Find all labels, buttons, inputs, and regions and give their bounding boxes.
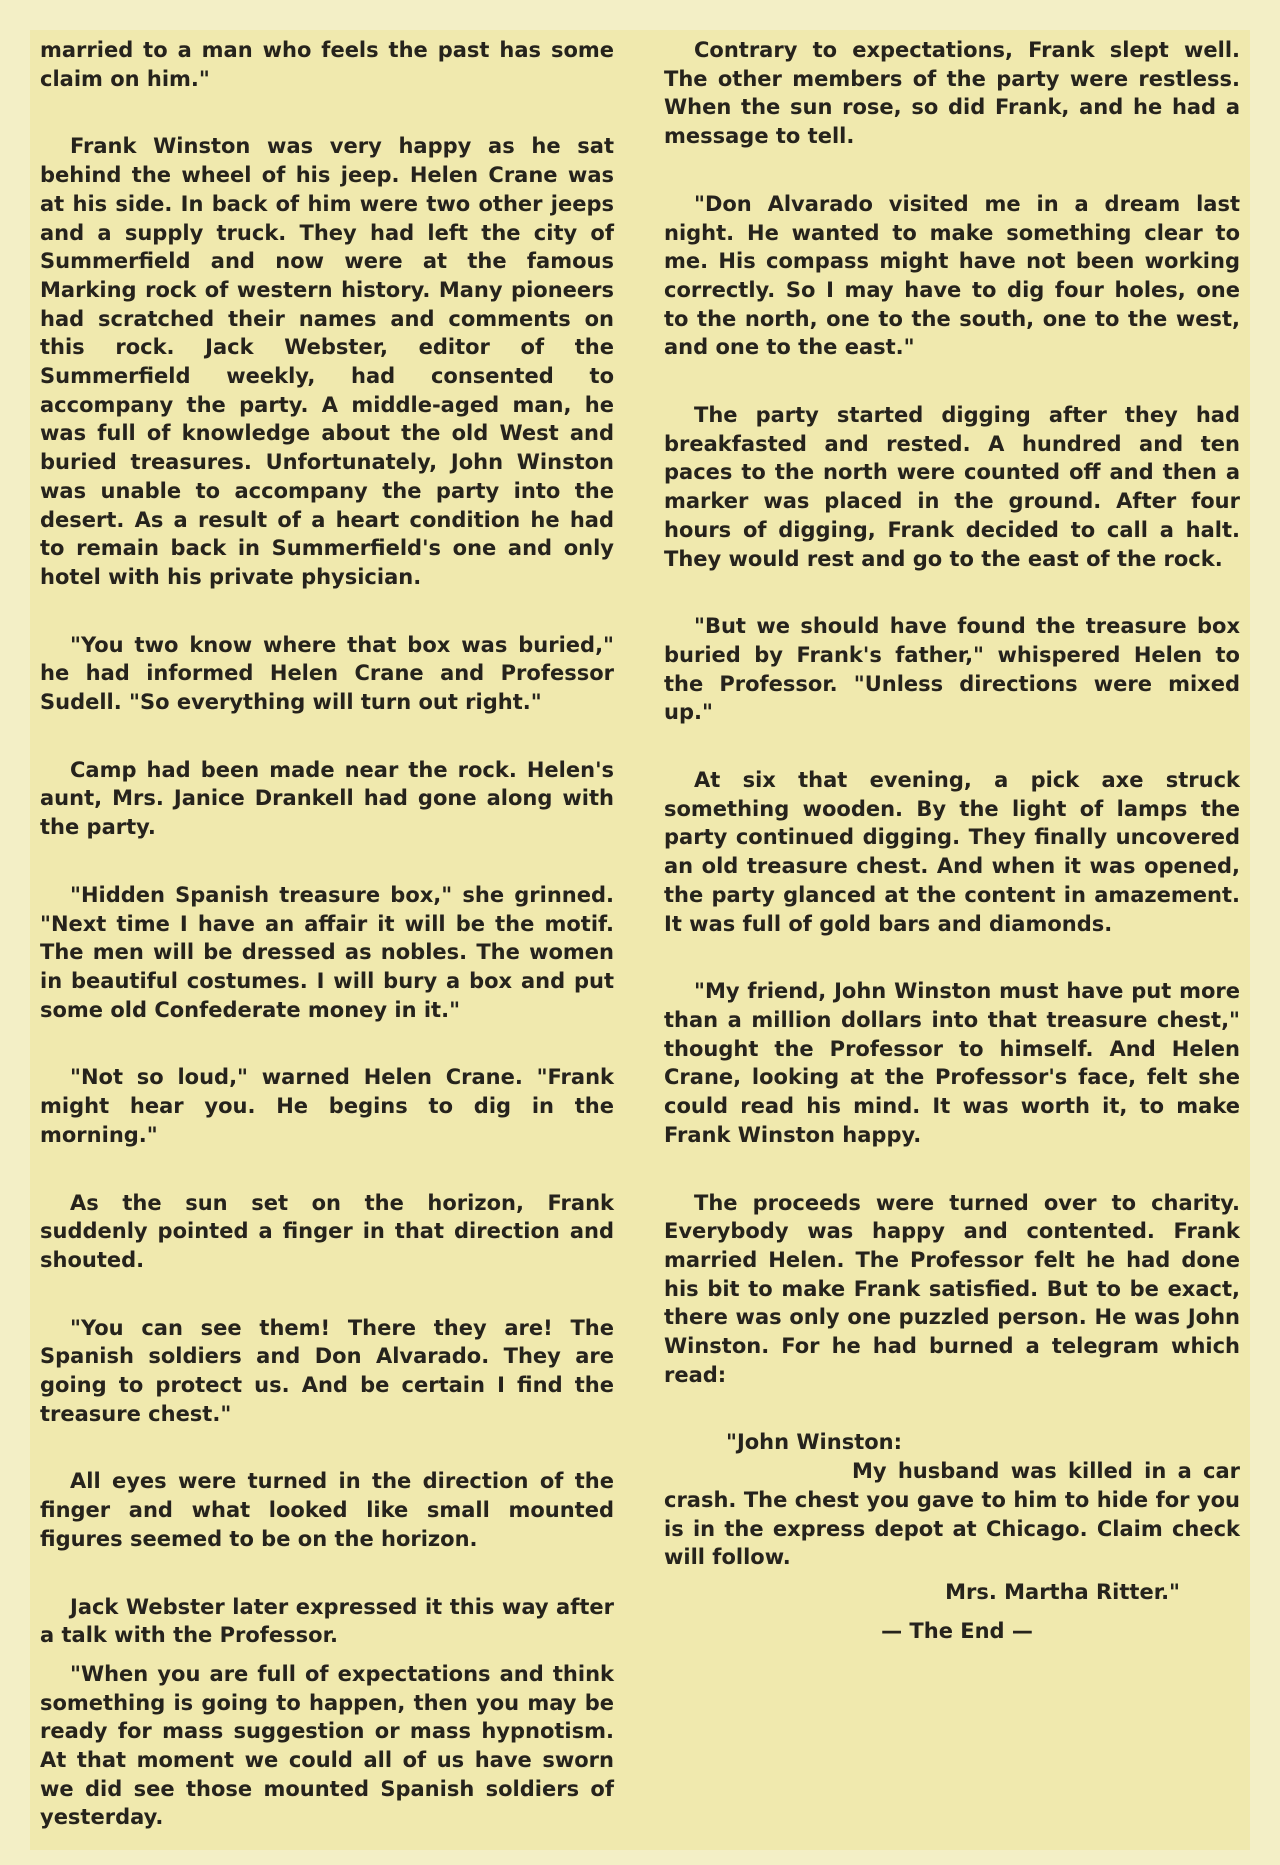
- paragraph: At six that evening, a pick axe struck something wooden. By the light of lamps the party continued digging. They finally uncovered an old treasure chest. And when it was opened, the party glanced at the content in amazement. It was full of gold bars and diamonds.: [664, 768, 1240, 936]
- the-end: — The End —: [881, 1618, 1033, 1643]
- paragraph: "When you are full of expectations and think something is going to happen, then you may be ready for mass suggestion or mass hypnotism. At that moment we could all of us have sworn we did see those mounted Spanish soldiers of yesterday.: [40, 1661, 614, 1830]
- paragraph: married to a man who feels the past has some claim on him.": [40, 38, 614, 91]
- paragraph: "Not so loud," warned Helen Crane. "Frank might hear you. He begins to dig in the morning.": [40, 1065, 614, 1147]
- paragraph: The proceeds were turned over to charity. Everybody was happy and contented. Frank married Helen. The Professor felt he had done his bit to make Frank satisfied. But to be exact, there was only one puzzled person. He was John Winston. For he had burned a telegram which read:: [664, 1190, 1240, 1387]
- telegram-salutation: "John Winston:: [726, 1430, 903, 1455]
- telegram-body: My husband was killed in a car crash. The chest you gave to him to hide for you is in the express depot at Chicago. Claim check will follow.: [664, 1459, 1240, 1570]
- paragraph: "Hidden Spanish treasure box," she grinned. "Next time I have an affair it will be the motif. The men will be dressed as nobles. The women in beautiful costumes. I will bury a box and put some old Confederate money in it.": [40, 882, 614, 1022]
- paragraph: As the sun set on the horizon, Frank suddenly pointed a finger in that direction and shouted.: [40, 1190, 614, 1272]
- paragraph: "My friend, John Winston must have put more than a million dollars into that treasure chest," thought the Professor to himself. And Helen Crane, looking at the Professor's face, felt she could read his mind. It was worth it, to make Frank Winston happy.: [664, 979, 1240, 1147]
- paragraph: Jack Webster later expressed it this way after a talk with the Professor.: [40, 1594, 614, 1648]
- telegram: [664, 1428, 1240, 1572]
- paragraph: Frank Winston was very happy as he sat behind the wheel of his jeep. Helen Crane was at his side. In back of him were two other jeeps and a supply truck. They had left the city of Summerfield and now were at the famous Marking rock of western history. Many pioneers had scratched their names and comments on this rock. Jack Webster, editor of the Summerfield weekly, had consented to accompany the party. A middle-aged man, he was full of knowledge about the old West and buried treasures. Unfortunately, John Winston was unable to accompany the party into the desert. As a result of a heart condition he had to remain back in Summerfield's one and only hotel with his private physician.: [40, 134, 614, 589]
- telegram-signature: Mrs. Martha Ritter.": [945, 1579, 1180, 1604]
- paragraph: Camp had been made near the rock. Helen's aunt, Mrs. Janice Drankell had gone along with the party.: [40, 757, 614, 840]
- paragraph: The party started digging after they had breakfasted and rested. A hundred and ten paces to the north were counted off and then a marker was placed in the ground. After four hours of digging, Frank decided to call a halt. They would rest and go to the east of the rock.: [664, 403, 1240, 571]
- paragraph: "You can see them! There they are! The Spanish soldiers and Don Alvarado. They are going to protect us. And be certain I find the treasure chest.": [40, 1315, 614, 1426]
- paragraph: All eyes were turned in the direction of the finger and what looked like small mounted figures seemed to be on the horizon.: [40, 1469, 614, 1551]
- paragraph: Contrary to expectations, Frank slept well. The other members of the party were restless. When the sun rose, so did Frank, and he had a message to tell.: [664, 38, 1240, 149]
- left-text-column: [40, 36, 614, 1865]
- paragraph: "You two know where that box was buried," he had informed Helen Crane and Professor Sudell. "So everything will turn out right.": [40, 632, 614, 715]
- paragraph: "But we should have found the treasure box buried by Frank's father," whispered Helen to the Professor. "Unless directions were mixed up.": [664, 614, 1240, 725]
- right-text-column: [664, 36, 1240, 1645]
- paragraph: "Don Alvarado visited me in a dream last night. He wanted to make something clear to me. His compass might have not been working correctly. So I may have to dig four holes, one to the north, one to the south, one to the west, and one to the east.": [664, 191, 1240, 360]
